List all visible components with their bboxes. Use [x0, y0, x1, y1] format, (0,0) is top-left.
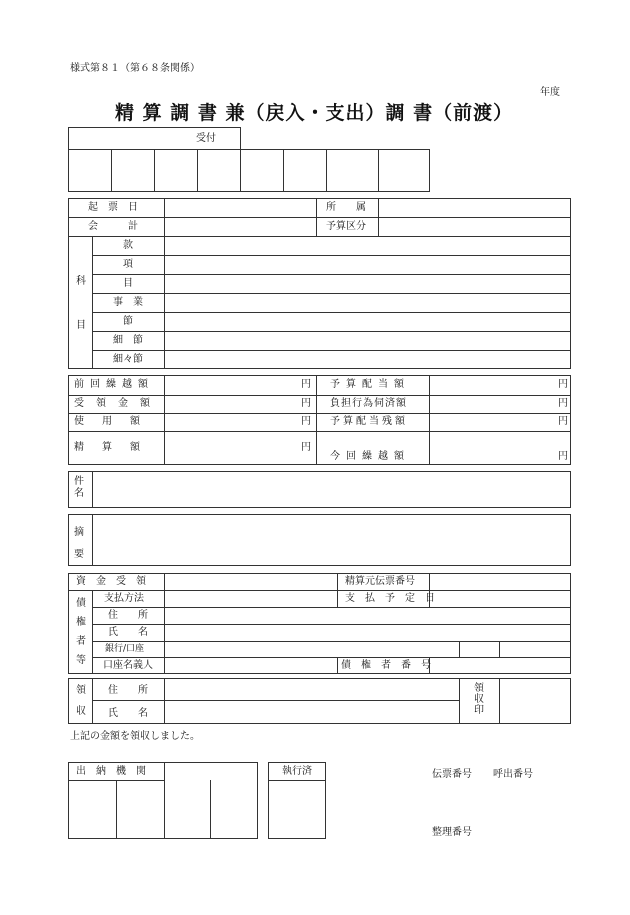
yen-2: 円 [301, 398, 311, 409]
subject-name-field[interactable] [93, 472, 570, 507]
summary-label: 摘要 [74, 527, 84, 560]
treasury-label: 出 納 機 関 [76, 766, 146, 777]
page-title: 精 算 調 書 兼（戻入・支出）調 書（前渡） [115, 102, 514, 124]
subject-row-project: 事 業 [113, 297, 143, 308]
subject-name-label: 件名 [74, 476, 84, 499]
received-amount-label: 受領金額 [74, 398, 162, 409]
prev-carryover-label: 前回繰越額 [74, 379, 154, 390]
call-number-label: 呼出番号 [493, 769, 533, 780]
accounting-label: 会 計 [88, 221, 138, 232]
yen-7: 円 [558, 416, 568, 427]
accounting-field[interactable] [165, 218, 315, 235]
fund-receipt-label: 資 金 受 領 [76, 576, 146, 587]
creditor-side-4: 等 [76, 655, 86, 666]
settlement-voucher-label: 精算元伝票番号 [345, 576, 415, 587]
receipt-side-1: 領 [76, 685, 86, 696]
settled-amount-label: 精 算 額 [74, 442, 144, 453]
budget-class-field[interactable] [379, 218, 570, 235]
reception-label: 受付 [196, 133, 216, 144]
receipt-address-label: 住 所 [108, 685, 148, 696]
voucher-date-field[interactable] [165, 199, 315, 216]
budget-remaining-label: 予算配当残額 [330, 416, 408, 427]
creditor-side-1: 債 [76, 598, 86, 609]
creditor-number-label: 債 権 者 番 号 [341, 660, 431, 671]
creditor-side-3: 者 [76, 636, 86, 647]
subject-row-setsu: 節 [123, 316, 133, 327]
yen-1: 円 [301, 379, 311, 390]
subject-row-kan: 款 [123, 240, 133, 251]
receipt-stamp-2: 収 [474, 694, 484, 705]
yen-3: 円 [301, 416, 311, 427]
account-holder-label: 口座名義人 [103, 660, 153, 671]
summary-field[interactable] [93, 515, 570, 565]
yen-4: 円 [301, 442, 311, 453]
executed-label: 執行済 [282, 766, 312, 777]
bank-account-label: 銀行/口座 [105, 644, 145, 654]
department-label: 所 属 [326, 202, 366, 213]
creditor-name-label: 氏 名 [108, 627, 148, 638]
receipt-stamp-1: 領 [474, 683, 484, 694]
current-carryover-label: 今回繰越額 [330, 451, 410, 462]
fiscal-year-label: 年度 [540, 87, 560, 98]
department-field[interactable] [379, 199, 570, 216]
budget-allocation-label: 予算配当額 [330, 379, 410, 390]
used-amount-label: 使 用 額 [74, 416, 144, 427]
receipt-note: 上記の金額を領収しました。 [70, 731, 200, 742]
yen-6: 円 [558, 398, 568, 409]
subject-row-moku: 目 [123, 278, 133, 289]
file-number-label: 整理番号 [432, 827, 472, 838]
subject-row-saisaisetsu: 細々節 [113, 354, 143, 365]
receipt-side-2: 収 [76, 706, 86, 717]
subject-row-kou: 項 [123, 259, 133, 270]
subject-side-label-top: 科 [76, 276, 86, 287]
payment-method-label: 支払方法 [104, 593, 144, 604]
subject-row-saisetsu: 細 節 [113, 335, 143, 346]
creditor-address-label: 住 所 [108, 610, 148, 621]
receipt-name-label: 氏 名 [108, 708, 148, 719]
scheduled-date-label: 支 払 予 定 日 [345, 593, 435, 604]
yen-5: 円 [558, 379, 568, 390]
receipt-stamp-3: 印 [474, 705, 484, 716]
yen-8: 円 [558, 451, 568, 462]
creditor-side-2: 権 [76, 617, 86, 628]
voucher-date-label: 起 票 日 [88, 202, 138, 213]
form-number: 様式第８１（第６８条関係） [70, 63, 200, 74]
voucher-number-label: 伝票番号 [432, 769, 472, 780]
burden-approved-label: 負担行為伺済額 [330, 398, 407, 409]
receipt-stamp-area[interactable] [500, 679, 570, 723]
budget-class-label: 予算区分 [326, 221, 366, 232]
subject-side-label-bottom: 目 [76, 320, 86, 331]
reception-stamp-grid [68, 149, 430, 192]
